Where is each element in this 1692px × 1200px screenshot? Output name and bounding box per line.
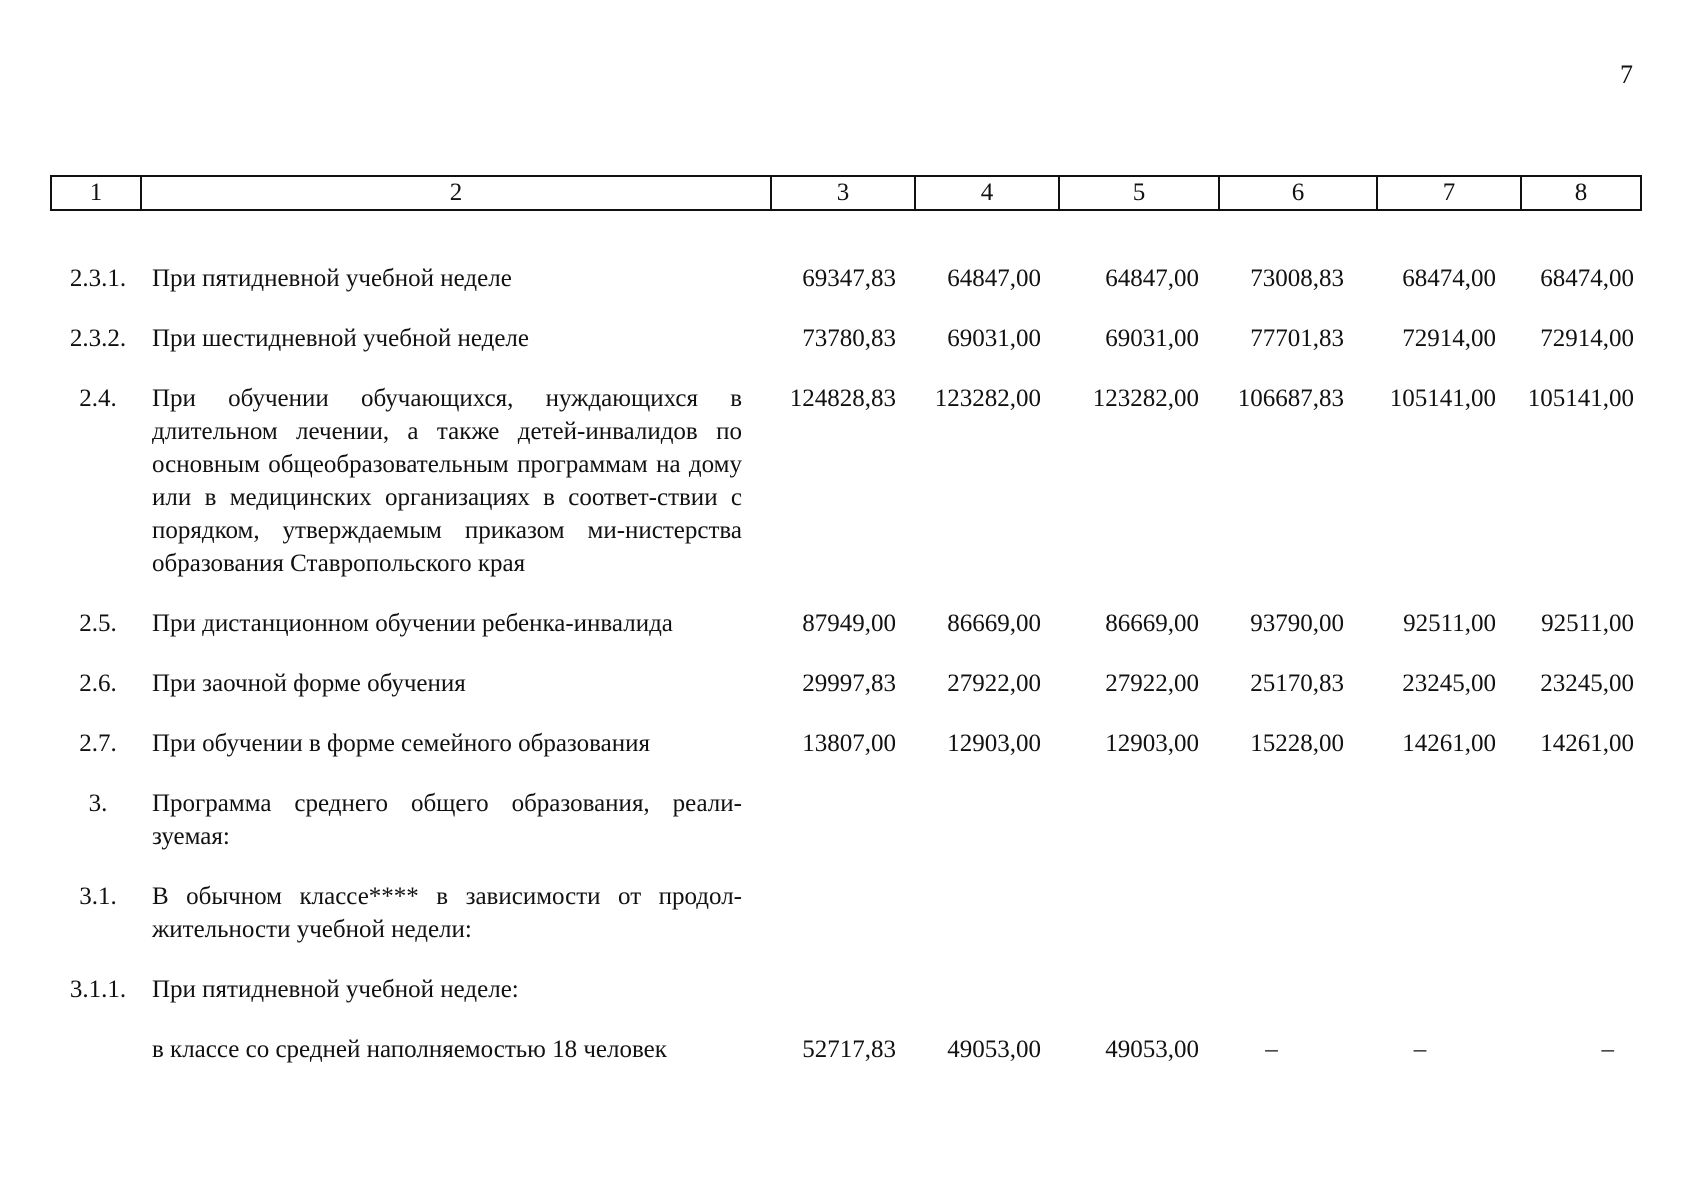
row-value-col-8: 14261,00 — [1540, 730, 1634, 757]
row-value-col-3: 29997,83 — [802, 670, 896, 697]
row-value-col-5: 49053,00 — [1105, 1036, 1199, 1063]
row-number: 2.7. — [79, 730, 117, 757]
row-value-col-8: 23245,00 — [1540, 670, 1634, 697]
table-body — [50, 262, 1640, 1066]
row-value-col-8: – — [1601, 1036, 1614, 1063]
table-row — [50, 667, 1640, 700]
row-value-col-8: 72914,00 — [1540, 325, 1634, 352]
table-row — [50, 607, 1640, 640]
header-col-6: 6 — [1219, 176, 1377, 210]
table-row — [50, 973, 1640, 1006]
row-name: При дистанционном обучении ребенка-инвалида — [152, 610, 673, 637]
table-row — [50, 727, 1640, 760]
row-number: 3.1. — [79, 883, 117, 910]
row-value-col-6: 25170,83 — [1250, 670, 1344, 697]
row-name: в классе со средней наполняемостью 18 человек — [152, 1036, 667, 1063]
table-row — [50, 1033, 1640, 1066]
row-name: При обучении обучающихся, нуждающихся в длительном лечении, а также детей-инвалидов по основным общеобразовательным программам на дому или в медицинских организациях в соответ-ствии с порядком, утверждаемым приказом ми-нистерства образования Ставропольского края — [152, 385, 742, 577]
row-value-col-5: 86669,00 — [1105, 610, 1199, 637]
row-value-col-6: 77701,83 — [1250, 325, 1344, 352]
table-row — [50, 787, 1640, 853]
row-value-col-7: 23245,00 — [1402, 670, 1496, 697]
row-name: При заочной форме обучения — [152, 670, 466, 697]
row-value-col-3: 73780,83 — [802, 325, 896, 352]
row-name: В обычном классе**** в зависимости от продол-жительности учебной недели: — [152, 883, 742, 943]
page-number: 7 — [1620, 60, 1633, 89]
row-value-col-3: 52717,83 — [802, 1036, 896, 1063]
row-value-col-3: 124828,83 — [789, 385, 896, 412]
row-value-col-8: 92511,00 — [1541, 610, 1634, 637]
row-value-col-6: 73008,83 — [1250, 265, 1344, 292]
table-row — [50, 880, 1640, 946]
row-value-col-5: 27922,00 — [1105, 670, 1199, 697]
row-number: 2.6. — [79, 670, 117, 697]
row-value-col-7: 105141,00 — [1389, 385, 1496, 412]
row-value-col-6: – — [1265, 1036, 1278, 1063]
row-value-col-5: 64847,00 — [1105, 265, 1199, 292]
header-col-3: 3 — [771, 176, 915, 210]
row-number: 3.1.1. — [69, 976, 127, 1003]
row-number: 2.4. — [79, 385, 117, 412]
row-value-col-7: 14261,00 — [1402, 730, 1496, 757]
row-name: Программа среднего общего образования, реали-зуемая: — [152, 790, 742, 850]
row-value-col-8: 68474,00 — [1540, 265, 1634, 292]
row-value-col-7: 68474,00 — [1402, 265, 1496, 292]
row-value-col-5: 69031,00 — [1105, 325, 1199, 352]
header-col-4: 4 — [915, 176, 1059, 210]
row-value-col-5: 123282,00 — [1092, 385, 1199, 412]
row-value-col-6: 93790,00 — [1250, 610, 1344, 637]
row-value-col-4: 123282,00 — [934, 385, 1041, 412]
table-row — [50, 262, 1640, 295]
row-value-col-4: 49053,00 — [947, 1036, 1041, 1063]
row-number: 2.3.1. — [69, 265, 127, 292]
row-value-col-4: 12903,00 — [947, 730, 1041, 757]
header-col-7: 7 — [1377, 176, 1521, 210]
row-number: 2.3.2. — [69, 325, 127, 352]
row-value-col-5: 12903,00 — [1105, 730, 1199, 757]
row-value-col-4: 27922,00 — [947, 670, 1041, 697]
table-row — [50, 322, 1640, 355]
header-col-8: 8 — [1521, 176, 1641, 210]
row-value-col-8: 105141,00 — [1527, 385, 1634, 412]
row-value-col-6: 15228,00 — [1250, 730, 1344, 757]
row-number: 2.5. — [79, 610, 117, 637]
row-name: При шестидневной учебной неделе — [152, 325, 529, 352]
row-value-col-3: 69347,83 — [802, 265, 896, 292]
header-col-1: 1 — [51, 176, 141, 210]
row-value-col-6: 106687,83 — [1237, 385, 1344, 412]
row-name: При пятидневной учебной неделе — [152, 265, 512, 292]
row-number: 3. — [88, 790, 108, 817]
row-value-col-7: 72914,00 — [1402, 325, 1496, 352]
row-value-col-4: 69031,00 — [947, 325, 1041, 352]
row-value-col-4: 86669,00 — [947, 610, 1041, 637]
header-col-2: 2 — [141, 176, 771, 210]
column-number-header — [50, 175, 1642, 211]
row-value-col-7: 92511,00 — [1403, 610, 1496, 637]
row-value-col-3: 87949,00 — [802, 610, 896, 637]
header-row — [51, 176, 1641, 210]
row-value-col-4: 64847,00 — [947, 265, 1041, 292]
table-row — [50, 382, 1640, 580]
header-col-5: 5 — [1059, 176, 1219, 210]
row-value-col-3: 13807,00 — [802, 730, 896, 757]
row-name: При обучении в форме семейного образования — [152, 730, 650, 757]
row-name: При пятидневной учебной неделе: — [152, 976, 519, 1003]
row-value-col-7: – — [1413, 1036, 1427, 1063]
